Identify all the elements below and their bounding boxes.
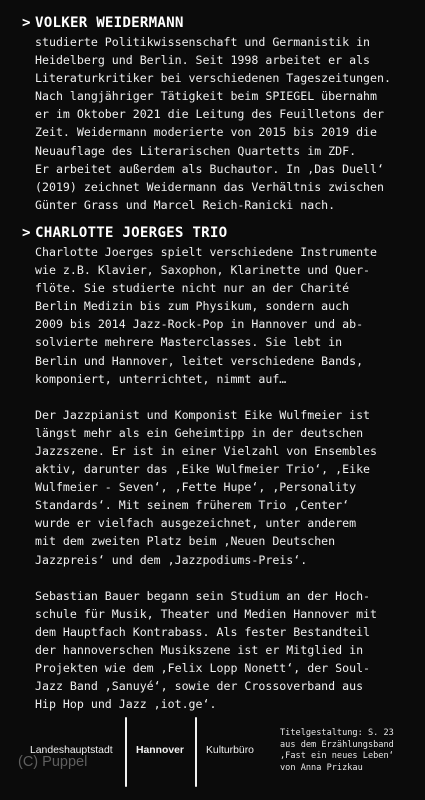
- text-line: wurde er vielfach ausgezeichnet, unter anderem: [35, 516, 357, 531]
- text-line: solvierte mehrere Masterclasses. Sie lebt in: [35, 335, 343, 350]
- section-body: [35, 243, 417, 713]
- text-line: Der Jazzpianist und Komponist Eike Wulfmeier ist: [35, 407, 371, 422]
- text-line: aktiv, darunter das ‚Eike Wulfmeier Trio‘, ‚Eike: [35, 462, 371, 477]
- text-line: Sebastian Bauer begann sein Studium an der Hoch-: [35, 588, 371, 603]
- text-line: Hip Hop und Jazz ‚iot.ge‘.: [35, 697, 217, 712]
- credit-line: ‚Fast ein neues Leben‘: [280, 751, 394, 762]
- arrow-icon: >: [22, 15, 31, 31]
- text-line: Heidelberg und Berlin. Seit 1998 arbeitet er als: [35, 53, 371, 68]
- text-line: Günter Grass und Marcel Reich-Ranicki nach.: [35, 197, 336, 212]
- section-body: [35, 33, 417, 214]
- arrow-icon: >: [22, 225, 31, 241]
- text-line: Literaturkritiker bei verschiedenen Tageszeitungen.: [35, 71, 391, 86]
- text-line: Wulfmeier - Seven‘, ‚Fette Hupe‘, ‚Personality: [35, 480, 357, 495]
- text-line: Nach langjähriger Tätigkeit beim SPIEGEL übernahm: [35, 89, 378, 104]
- text-line: 2009 bis 2014 Jazz-Rock-Pop in Hannover und ab-: [35, 317, 364, 332]
- paragraph-eike-wulfmeier: [35, 406, 417, 569]
- logo-divider: [125, 717, 127, 787]
- section-heading: [22, 14, 417, 33]
- paragraph-charlotte-joerges: [35, 243, 417, 388]
- text-line: Standards‘. Mit seinem früherem Trio ‚Center‘: [35, 498, 350, 513]
- text-line: Berlin Medizin bis zum Physikum, sondern auch: [35, 299, 350, 314]
- footer: [0, 712, 425, 800]
- cover-design-credit: [280, 728, 420, 774]
- logo-text-hannover: Hannover: [136, 745, 184, 756]
- logo-text-landeshauptstadt: Landeshauptstadt: [30, 745, 113, 756]
- text-line: (2019) zeichnet Weidermann das Verhältnis zwischen: [35, 179, 385, 194]
- text-line: mit dem zweiten Platz beim ‚Neuen Deutschen: [35, 534, 336, 549]
- text-line: der hannoverschen Musikszene ist er Mitglied in: [35, 642, 364, 657]
- credit-line: von Anna Prizkau: [280, 762, 363, 773]
- section-title: VOLKER WEIDERMANN: [35, 15, 184, 31]
- section-volker-weidermann: [22, 14, 417, 214]
- text-line: Neuauflage des Literarischen Quartetts im ZDF.: [35, 143, 357, 158]
- text-line: komponiert, unterrichtet, nimmt auf…: [35, 371, 287, 386]
- text-line: dem Hauptfach Kontrabass. Als fester Bestandteil: [35, 624, 371, 639]
- text-line: Jazzpreis‘ und dem ‚Jazzpodiums-Preis‘.: [35, 552, 308, 567]
- logo-text-kulturbuero: Kulturbüro: [206, 745, 254, 756]
- text-line: Zeit. Weidermann moderierte von 2015 bis 2019 die: [35, 125, 378, 140]
- section-title: CHARLOTTE JOERGES TRIO: [35, 225, 228, 241]
- text-line: flöte. Sie studierte nicht nur an der Charité: [35, 281, 350, 296]
- text-line: er im Oktober 2021 die Leitung des Feuilletons der: [35, 107, 385, 122]
- paragraph-sebastian-bauer: [35, 587, 417, 714]
- text-line: Jazzszene. Er ist in einer Vielzahl von Ensembles: [35, 443, 378, 458]
- hannover-kulturbuero-logo: [30, 715, 275, 789]
- text-line: schule für Musik, Theater und Medien Hannover mit: [35, 606, 378, 621]
- text-line: Jazz Band ‚Sanuyé‘, sowie der Crossoverband aus: [35, 679, 364, 694]
- text-line: Projekten wie dem ‚Felix Lopp Nonett‘, der Soul-: [35, 660, 371, 675]
- text-line: studierte Politikwissenschaft und Germanistik in: [35, 35, 371, 49]
- copyright-watermark: (C) Puppel: [18, 754, 88, 770]
- credit-line: aus dem Erzählungsband: [280, 739, 394, 750]
- text-line: längst mehr als ein Geheimtipp in der deutschen: [35, 425, 364, 440]
- credit-line: Titelgestaltung: S. 23: [280, 728, 394, 738]
- text-line: wie z.B. Klavier, Saxophon, Klarinette und Quer-: [35, 263, 371, 278]
- text-line: Berlin und Hannover, leitet verschiedene Bands,: [35, 353, 364, 368]
- section-charlotte-joerges-trio: [22, 224, 417, 713]
- logo-divider: [195, 717, 197, 787]
- text-line: Er arbeitet außerdem als Buchautor. In ‚Das Duell‘: [35, 161, 385, 176]
- section-heading: [22, 224, 417, 243]
- text-line: Charlotte Joerges spielt verschiedene Instrumente: [35, 245, 378, 259]
